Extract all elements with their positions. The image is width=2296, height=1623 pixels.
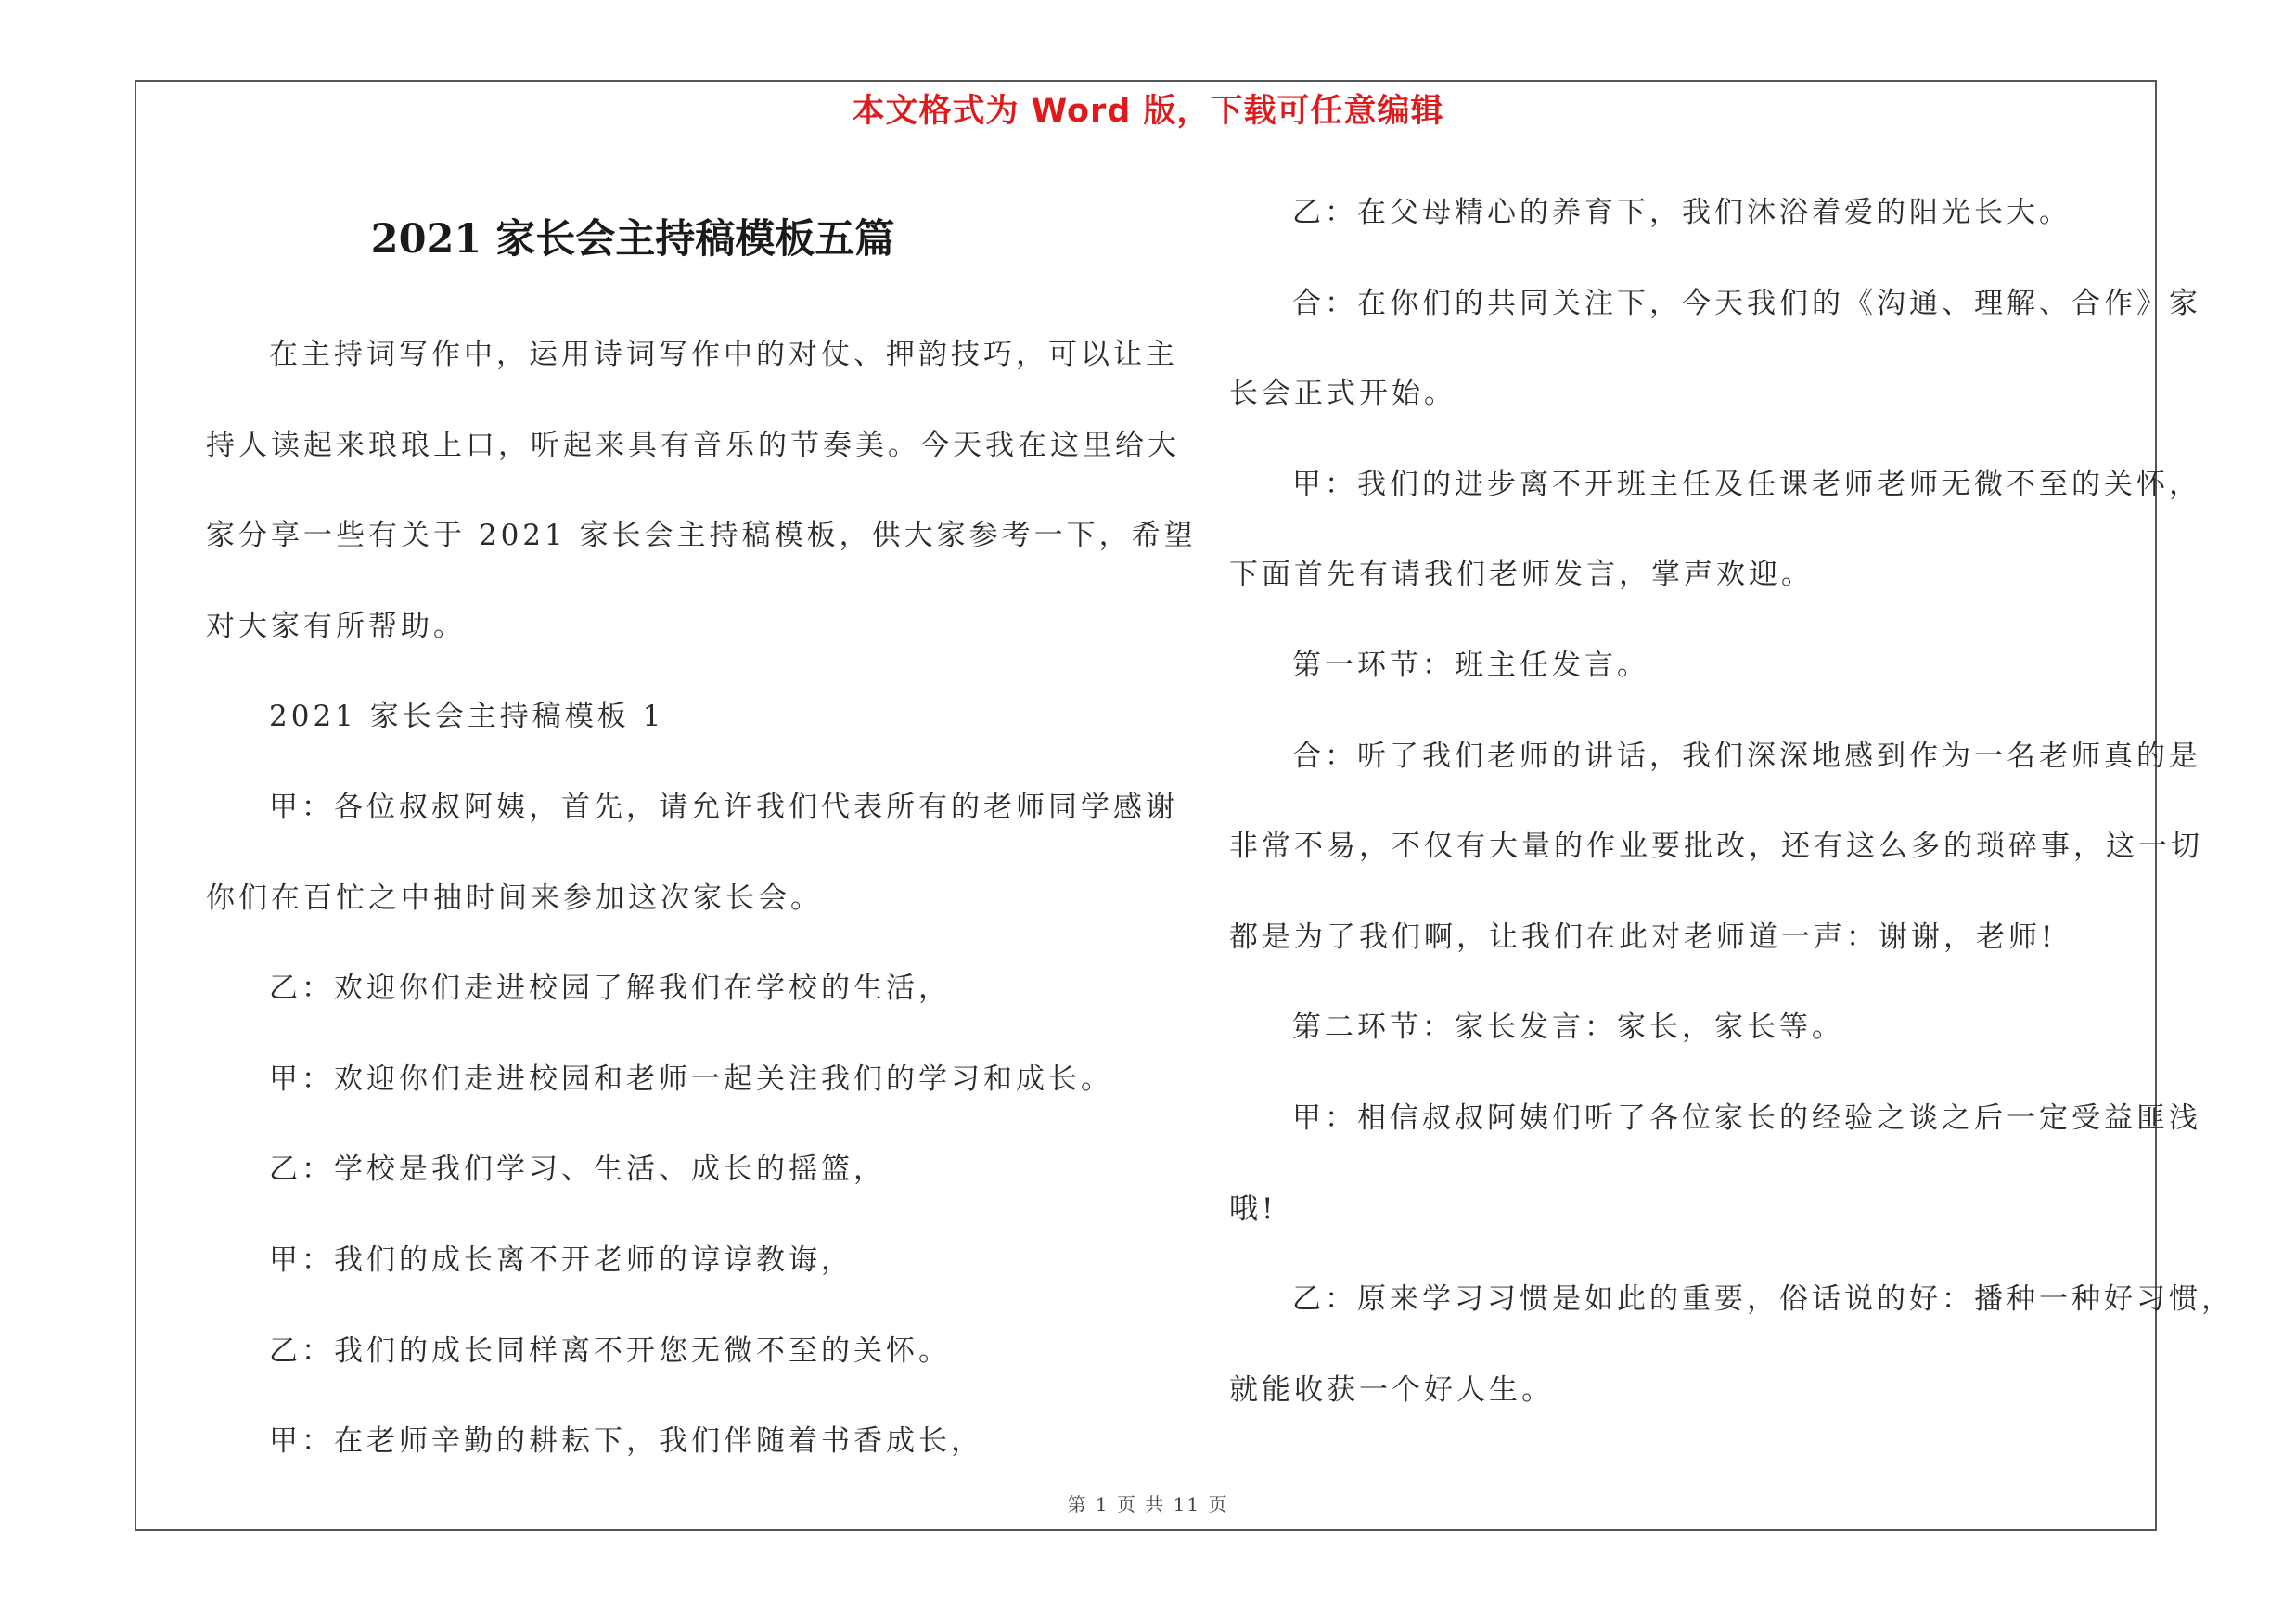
paragraph-line: 家分享一些有关于 2021 家长会主持稿模板，供大家参考一下，希望: [206, 519, 1197, 552]
paragraph-line: 你们在百忙之中抽时间来参加这次家长会。: [206, 882, 823, 915]
paragraph-line: 对大家有所帮助。: [206, 610, 466, 643]
paragraph-line: 乙：欢迎你们走进校园了解我们在学校的生活，: [269, 972, 951, 1005]
document-title: 2021 家长会主持稿模板五篇: [370, 216, 895, 263]
paragraph-line: 甲：相信叔叔阿姨们听了各位家长的经验之谈之后一定受益匪浅: [1292, 1101, 2201, 1135]
paragraph-line: 哦!: [1229, 1192, 1277, 1226]
section-heading: 2021 家长会主持稿模板 1: [269, 700, 665, 733]
section-heading: 第二环节：家长发言：家长，家长等。: [1292, 1011, 1844, 1044]
paragraph-line: 甲：我们的进步离不开班主任及任课老师老师无微不至的关怀，: [1292, 468, 2201, 501]
paragraph-line: 乙：学校是我们学习、生活、成长的摇篮，: [269, 1153, 886, 1186]
paragraph-line: 甲：我们的成长离不开老师的谆谆教诲，: [269, 1243, 853, 1277]
format-notice-banner: 本文格式为 Word 版，下载可任意编辑: [852, 93, 1444, 130]
paragraph-line: 乙：在父母精心的养育下，我们沐浴着爱的阳光长大。: [1292, 196, 2072, 229]
paragraph-line: 在主持词写作中，运用诗词写作中的对仗、押韵技巧，可以让主: [269, 338, 1178, 371]
paragraph-line: 下面首先有请我们老师发言，掌声欢迎。: [1229, 558, 1814, 591]
paragraph-line: 持人读起来琅琅上口，听起来具有音乐的节奏美。今天我在这里给大: [206, 429, 1180, 462]
paragraph-line: 合：在你们的共同关注下，今天我们的《沟通、理解、合作》家: [1292, 287, 2201, 320]
paragraph-line: 乙：我们的成长同样离不开您无微不至的关怀。: [269, 1334, 951, 1368]
paragraph-line: 甲：在老师辛勤的耕耘下，我们伴随着书香成长，: [269, 1424, 983, 1458]
page-number-footer: 第 1 页 共 11 页: [1067, 1493, 1229, 1515]
paragraph-line: 长会正式开始。: [1229, 377, 1456, 410]
section-heading: 第一环节：班主任发言。: [1292, 649, 1649, 682]
paragraph-line: 非常不易，不仅有大量的作业要批改，还有这么多的琐碎事，这一切: [1229, 830, 2203, 863]
paragraph-line: 甲：各位叔叔阿姨，首先，请允许我们代表所有的老师同学感谢: [269, 791, 1178, 824]
paragraph-line: 甲：欢迎你们走进校园和老师一起关注我们的学习和成长。: [269, 1063, 1113, 1096]
paragraph-line: 乙：原来学习习惯是如此的重要，俗话说的好：播种一种好习惯，: [1292, 1282, 2234, 1316]
paragraph-line: 就能收获一个好人生。: [1229, 1373, 1554, 1407]
paragraph-line: 都是为了我们啊，让我们在此对老师道一声：谢谢，老师!: [1229, 921, 2057, 954]
paragraph-line: 合：听了我们老师的讲话，我们深深地感到作为一名老师真的是: [1292, 740, 2201, 773]
